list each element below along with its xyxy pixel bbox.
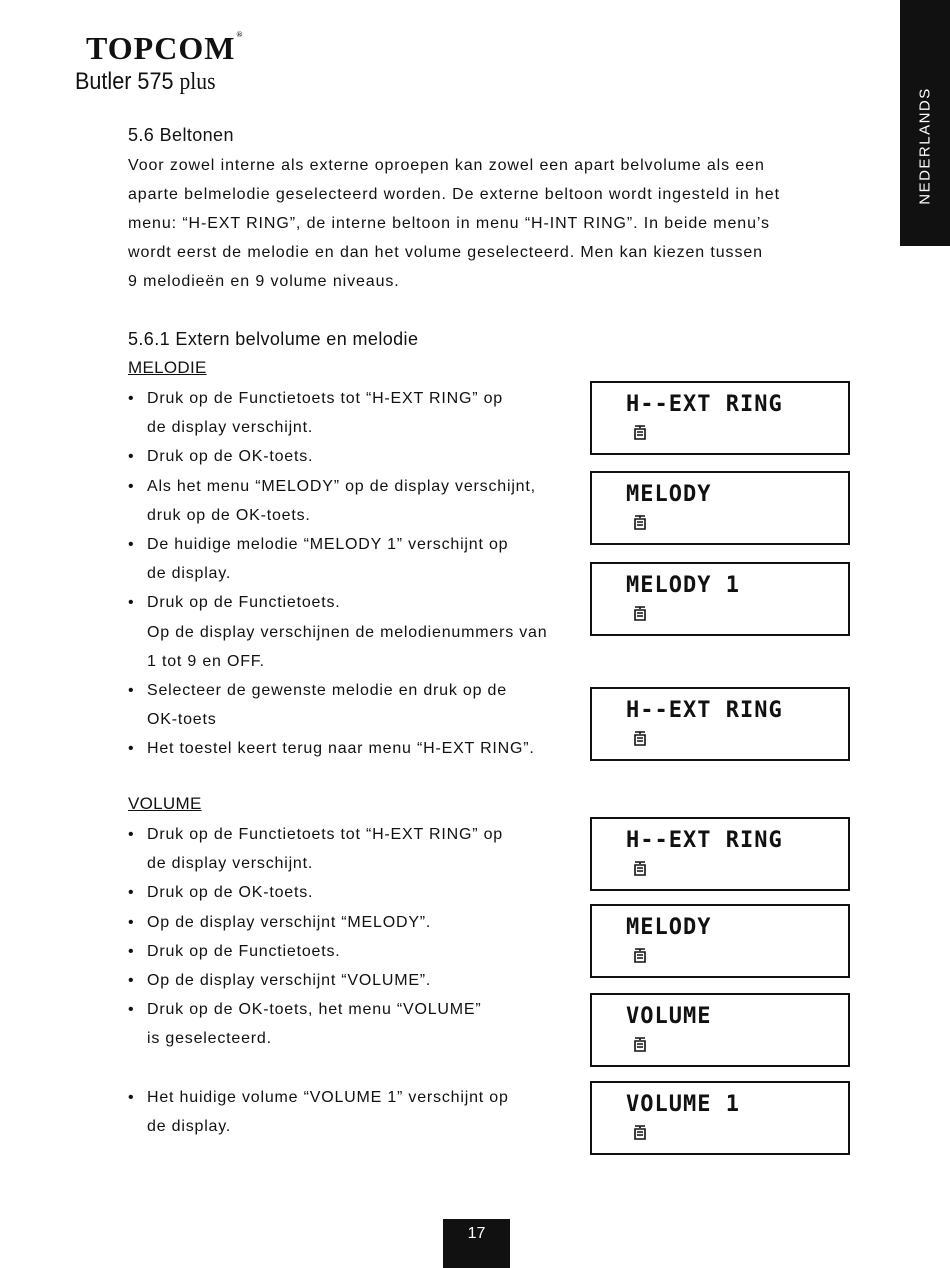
step-line: • De huidige melodie “MELODY 1” verschijnt op — [147, 536, 509, 554]
step-item — [128, 995, 578, 1053]
product-name — [75, 68, 215, 96]
step-item — [128, 384, 578, 442]
volume-steps — [128, 820, 578, 1141]
handset-ring-icon — [632, 1035, 648, 1055]
lcd-text: MELODY — [626, 915, 712, 940]
brand-logo-text: TOPCOM — [86, 30, 236, 66]
step-line: Op de display verschijnen de melodienummers van — [147, 623, 548, 641]
product-model: Butler 575 — [75, 68, 174, 95]
lcd-text: H--EXT RING — [626, 392, 783, 417]
step-item — [128, 1083, 578, 1141]
handset-ring-icon — [632, 423, 648, 443]
lcd-text: MELODY — [626, 482, 712, 507]
step-item — [128, 734, 578, 763]
handset-ring-icon — [632, 859, 648, 879]
step-line: is geselecteerd. — [147, 1030, 272, 1048]
brand-logo — [86, 30, 243, 67]
section-paragraph — [128, 151, 848, 296]
step-line: de display verschijnt. — [147, 419, 314, 437]
step-item — [128, 530, 578, 588]
step-line: OK-toets — [147, 711, 217, 729]
step-item — [128, 966, 578, 995]
paragraph-line: 9 melodieën en 9 volume niveaus. — [128, 273, 400, 290]
step-item — [128, 820, 578, 878]
lcd-text: VOLUME — [626, 1004, 712, 1029]
section-title: 5.6 Beltonen — [128, 125, 234, 145]
lcd-display — [590, 562, 850, 636]
paragraph-line: aparte belmelodie geselecteerd worden. De externe beltoon wordt ingesteld in het — [128, 186, 780, 203]
handset-ring-icon — [632, 946, 648, 966]
registered-mark: ® — [236, 30, 244, 39]
page-number: 17 — [443, 1219, 510, 1268]
volume-heading: VOLUME — [128, 794, 202, 813]
step-line: • Druk op de Functietoets. — [147, 942, 341, 960]
lcd-text: MELODY 1 — [626, 573, 740, 598]
lcd-text: H--EXT RING — [626, 828, 783, 853]
lcd-display — [590, 471, 850, 545]
paragraph-line: menu: “H-EXT RING”, de interne beltoon in menu “H-INT RING”. In beide menu’s — [128, 215, 770, 232]
step-item — [128, 908, 578, 937]
step-item — [128, 588, 578, 676]
step-line: • Druk op de OK-toets. — [147, 448, 314, 466]
lcd-display — [590, 904, 850, 978]
step-line: • Selecteer de gewenste melodie en druk op de — [147, 682, 507, 700]
step-line: • Als het menu “MELODY” op de display verschijnt, — [147, 477, 536, 495]
step-line: • Op de display verschijnt “VOLUME”. — [147, 972, 432, 990]
handset-ring-icon — [632, 513, 648, 533]
lcd-display — [590, 1081, 850, 1155]
step-line: • Druk op de OK-toets. — [147, 884, 314, 902]
step-item — [128, 676, 578, 734]
section-intro — [128, 122, 848, 296]
step-item — [128, 937, 578, 966]
step-line: • Druk op de Functietoets. — [147, 594, 341, 612]
lcd-display — [590, 381, 850, 455]
step-item — [128, 472, 578, 530]
lcd-display — [590, 993, 850, 1067]
paragraph-line: wordt eerst de melodie en dan het volume geselecteerd. Men kan kiezen tussen — [128, 244, 763, 261]
step-line: de display. — [147, 1117, 232, 1135]
step-item — [128, 878, 578, 907]
step-line: de display verschijnt. — [147, 855, 314, 873]
paragraph-line: Voor zowel interne als externe oproepen kan zowel een apart belvolume als een — [128, 157, 765, 174]
step-line: • Het huidige volume “VOLUME 1” verschijnt op — [147, 1088, 509, 1106]
product-model-suffix: plus — [179, 69, 216, 95]
step-item — [128, 442, 578, 471]
handset-ring-icon — [632, 1123, 648, 1143]
step-line: druk op de OK-toets. — [147, 506, 311, 524]
step-line: de display. — [147, 565, 232, 583]
lcd-text: H--EXT RING — [626, 698, 783, 723]
melodie-heading: MELODIE — [128, 358, 207, 377]
subsection-title: 5.6.1 Extern belvolume en melodie — [128, 329, 419, 349]
step-line: • Op de display verschijnt “MELODY”. — [147, 913, 432, 931]
lcd-display — [590, 817, 850, 891]
lcd-display — [590, 687, 850, 761]
step-line: • Druk op de Functietoets tot “H-EXT RING” op — [147, 826, 504, 843]
handset-ring-icon — [632, 729, 648, 749]
step-line: • Druk op de Functietoets tot “H-EXT RING” op — [147, 390, 504, 407]
melodie-steps — [128, 384, 578, 764]
lcd-text: VOLUME 1 — [626, 1092, 740, 1117]
handset-ring-icon — [632, 604, 648, 624]
step-line: • Het toestel keert terug naar menu “H-EXT RING”. — [147, 740, 535, 758]
step-line: • Druk op de OK-toets, het menu “VOLUME” — [147, 1001, 482, 1019]
language-tab-label: NEDERLANDS — [916, 87, 934, 205]
language-tab — [900, 0, 950, 246]
step-line: 1 tot 9 en OFF. — [147, 652, 265, 670]
